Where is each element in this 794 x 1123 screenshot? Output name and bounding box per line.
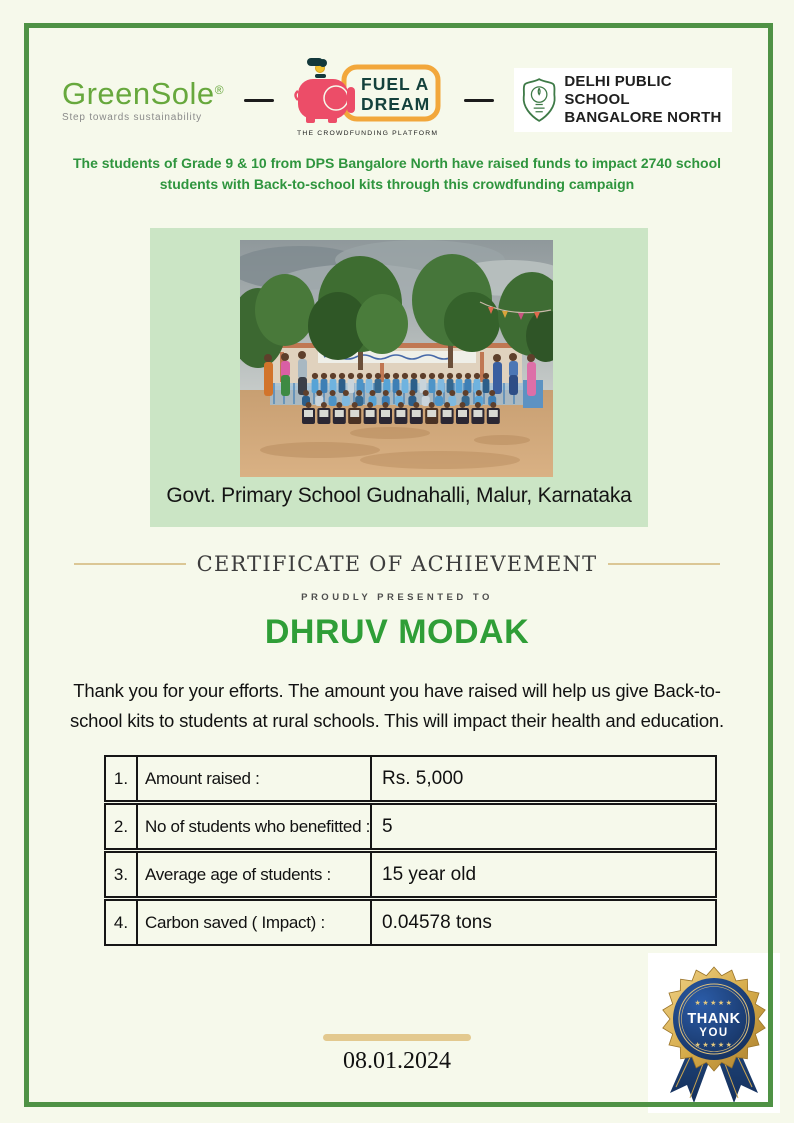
fuel-a-dream-logo <box>294 57 444 143</box>
row-value: 5 <box>382 815 393 837</box>
certificate-title: CERTIFICATE OF ACHIEVEMENT <box>196 552 598 576</box>
campaign-statement <box>52 153 742 195</box>
fad-tagline: THE CROWDFUNDING PLATFORM <box>297 130 439 137</box>
table-row <box>104 851 717 898</box>
logos-row <box>50 56 744 144</box>
badge-line2: YOU <box>699 1027 729 1039</box>
message-line1: Thank you for your efforts. The amount you have raised will help us give Back-to- <box>73 680 721 701</box>
message-line2: school kits to students at rural schools. This will impact their health and education. <box>70 709 724 731</box>
dps-line2: BANGALORE NORTH <box>564 109 722 126</box>
date-text: 08.01.2024 <box>343 1048 451 1074</box>
adults-left <box>264 351 307 396</box>
adults-right <box>493 353 536 396</box>
badge-line1: THANK <box>687 1011 741 1027</box>
school-group-photo <box>240 240 553 477</box>
row-value: Rs. 5,000 <box>382 767 464 789</box>
presented-to-label: PROUDLY PRESENTED TO <box>301 592 493 603</box>
logo-separator-dash <box>464 99 494 102</box>
row-number: 2. <box>106 805 138 848</box>
table-row <box>104 803 717 850</box>
photo-caption: Govt. Primary School Gudnahalli, Malur, Karnataka <box>166 484 632 507</box>
greensole-logo <box>61 75 225 123</box>
row-number: 4. <box>106 901 138 944</box>
row-value: 0.04578 tons <box>382 911 492 933</box>
table-row <box>104 755 717 802</box>
date-divider-bar <box>323 1034 471 1041</box>
thank-you-message <box>0 676 794 736</box>
row-label: No of students who benefitted : <box>138 805 372 848</box>
row-label: Average age of students : <box>138 853 372 896</box>
row-value: 15 year old <box>382 863 477 885</box>
right-tan-rule <box>608 563 720 565</box>
photo-card <box>150 228 648 527</box>
badge-stars-bottom: ★★★★★ <box>694 1042 734 1049</box>
recipient-name: DHRUV MODAK <box>264 613 530 651</box>
greensole-tagline: Step towards sustainability <box>61 111 202 123</box>
registered-mark: ® <box>214 82 225 97</box>
row-label: Carbon saved ( Impact) : <box>138 901 372 944</box>
row-number: 1. <box>106 757 138 800</box>
row-number: 3. <box>106 853 138 896</box>
greensole-wordmark: GreenSole <box>61 75 215 111</box>
impact-table <box>104 755 717 947</box>
certificate-heading-row <box>0 552 794 576</box>
left-tan-rule <box>74 563 186 565</box>
statement-line2: students with Back-to-school kits through this crowdfunding campaign <box>159 176 635 192</box>
badge-stars-top: ★★★★★ <box>694 1000 734 1007</box>
dps-logo <box>514 68 732 132</box>
row-label: Amount raised : <box>138 757 372 800</box>
thank-you-badge-icon <box>654 957 774 1109</box>
table-row <box>104 899 717 946</box>
fad-line2: DREAM <box>361 94 431 114</box>
thank-you-badge-panel <box>648 953 780 1113</box>
statement-line1: The students of Grade 9 & 10 from DPS Bangalore North have raised funds to impact 2740 school <box>72 155 722 171</box>
logo-separator-dash <box>244 99 274 102</box>
dps-line1: DELHI PUBLIC SCHOOL <box>564 73 672 108</box>
dps-crest-icon <box>521 75 557 125</box>
fad-line1: FUEL A <box>361 74 430 94</box>
